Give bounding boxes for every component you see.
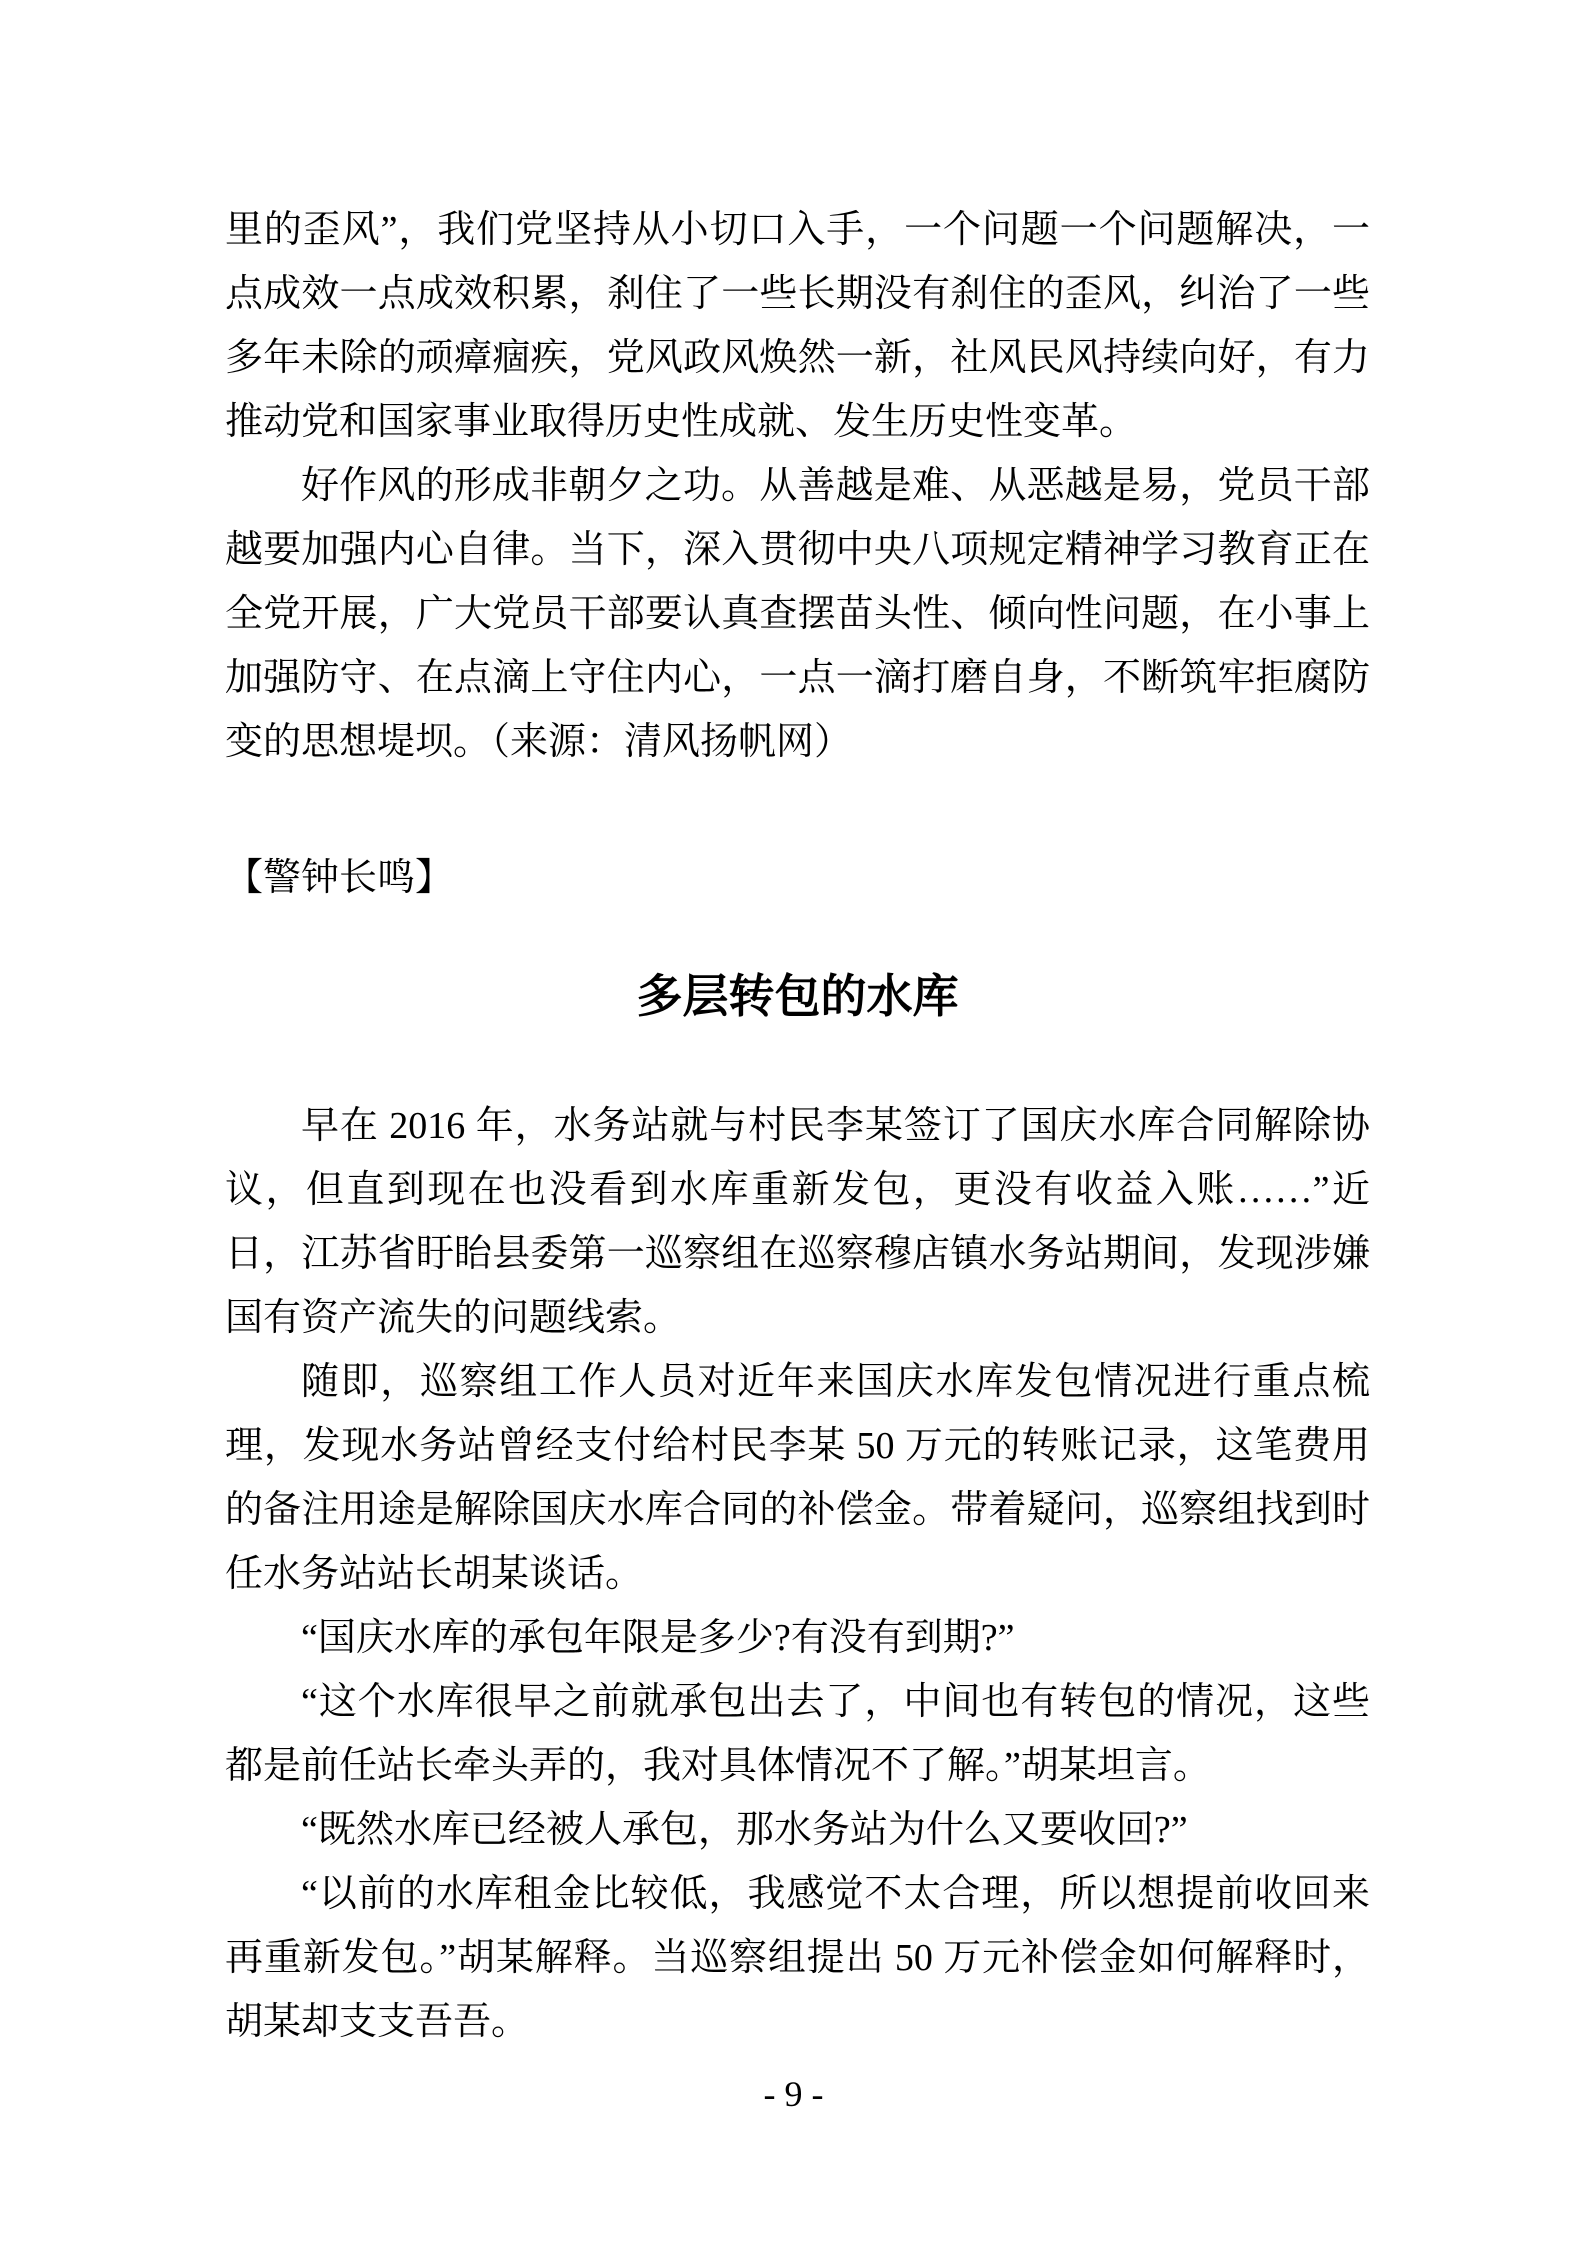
- article-body: [225, 1094, 1370, 2054]
- paragraph-continuation: 里的歪风”，我们党坚持从小切口入手，一个问题一个问题解决，一点成效一点成效积累，刹住了一些长期没有刹住的歪风，纠治了一些多年未除的顽瘴痼疾，党风政风焕然一新，社风民风持续向好，有力推动党和国家事业取得历史性成就、发生历史性变革。: [225, 209, 1370, 443]
- section-header: 【警钟长鸣】: [225, 857, 454, 899]
- paragraph: 好作风的形成非朝夕之功。从善越是难、从恶越是易，党员干部越要加强内心自律。当下，深入贯彻中央八项规定精神学习教育正在全党开展，广大党员干部要认真查摆苗头性、倾向性问题，在小事上加强防守、在点滴上守住内心，一点一滴打磨自身，不断筑牢拒腐防变的思想堤坝。（来源：清风扬帆网）: [225, 465, 1370, 763]
- page-number: - 9 -: [763, 2074, 824, 2114]
- paragraph: 随即，巡察组工作人员对近年来国庆水库发包情况进行重点梳理，发现水务站曾经支付给村民李某 50 万元的转账记录，这笔费用的备注用途是解除国庆水库合同的补偿金。带着疑问，巡察组找到时任水务站站长胡某谈话。: [225, 1361, 1370, 1595]
- dialogue-line: “国庆水库的承包年限是多少?有没有到期?”: [301, 1617, 1015, 1659]
- article-title: 多层转包的水库: [636, 970, 959, 1022]
- dialogue-line: “这个水库很早之前就承包出去了，中间也有转包的情况，这些都是前任站长牵头弄的，我对具体情况不了解。”胡某坦言。: [225, 1681, 1370, 1787]
- page-body: [225, 0, 1370, 2054]
- dialogue-line: “以前的水库租金比较低，我感觉不太合理，所以想提前收回来再重新发包。”胡某解释。当巡察组提出 50 万元补偿金如何解释时，胡某却支支吾吾。: [225, 1873, 1370, 2043]
- dialogue-line: “既然水库已经被人承包，那水务站为什么又要收回?”: [301, 1809, 1188, 1851]
- paragraph: 早在 2016 年，水务站就与村民李某签订了国庆水库合同解除协议，但直到现在也没看到水库重新发包，更没有收益入账……”近日，江苏省盱眙县委第一巡察组在巡察穆店镇水务站期间，发现涉嫌国有资产流失的问题线索。: [225, 1105, 1370, 1339]
